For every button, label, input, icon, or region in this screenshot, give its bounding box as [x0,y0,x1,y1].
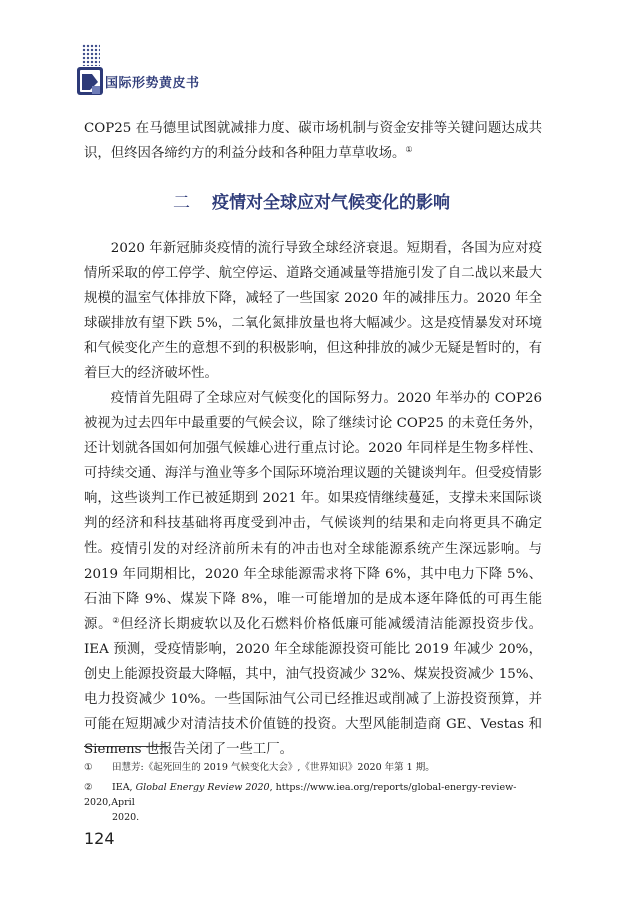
paragraph-1: 2020 年新冠肺炎疫情的流行导致全球经济衰退。短期看，各国为应对疫情所采取的停工停学、航空停运、道路交通减量等措施引发了自二战以来最大规模的温室气体排放下降，减轻了一些国家 2020 年的减排压力。2020 年全球碳排放有望下跌 5%，二氧化氮排放量也将大幅减少。这是疫情暴发对环境和气候变化产生的意想不到的积极影响，但这种排放的减少无疑是暂时的，有着巨大的经济破坏性。 [84,241,542,381]
dot-pattern-icon [82,44,100,66]
page-number: 124 [84,829,115,848]
intro-paragraph: COP25 在马德里试图就减排力度、碳市场机制与资金安排等关键问题达成共识，但终因各缔约方的利益分歧和各种阻力草草收场。① [84,121,542,161]
footnote-2: ② IEA, Global Energy Review 2020, https://www.iea.org/reports/global-energy-review-2020,April 2020. [84,782,517,823]
section-heading: 疫情对全球应对气候变化的影响 [212,193,450,213]
footnote-link[interactable]: , https://www.iea.org/reports/global-energy-review-2020,April [84,782,517,808]
paragraph-3: 疫情引发的对经济前所未有的冲击也对全球能源系统产生深远影响。与 2019 年同期相比，2020 年全球能源需求将下降 6%，其中电力下降 5%、石油下降 9%、煤炭下降 8%，唯一可能增加的是成本逐年降低的可再生能源。②但经济长期疲软以及化石燃料价格低廉可能减缓清洁能源投资步伐。IEA 预测，受疫情影响，2020 年全球能源投资可能比 2019 年减少 20%，创史上能源投资最大降幅，其中，油气投资减少 32%、煤炭投资减少 15%、电力投资减少 10%。一些国际油气公司已经推迟或削减了上游投资预算，并可能在短期减少对清洁技术价值链的投资。大型风能制造商 GE、Vestas 和 Siemens 也报告关闭了一些工厂。 [84,542,543,757]
series-title: 国际形势黄皮书 [105,76,200,91]
book-logo-icon [76,66,104,96]
footnote-1: ① 田慧芳:《起死回生的 2019 气候变化大会》,《世界知识》2020 年第 1 期。 [84,762,435,773]
section-number: 二 [173,193,190,213]
section-title [0,188,623,213]
footnote-ref-1[interactable]: ① [405,145,413,154]
paragraph-2: 疫情首先阻碍了全球应对气候变化的国际努力。2020 年举办的 COP26 被视为过去四年中最重要的气候会议，除了继续讨论 COP25 的未竟任务外，还计划就各国如何加强气候雄心进行重点讨论。2020 年同样是生物多样性、可持续交通、海洋与渔业等多个国际环境治理议题的关键谈判年。但受疫情影响，这些谈判工作已被延期到 2021 年。如果疫情继续蔓延，支撑未来国际谈判的经济和科技基础将再度受到冲击，气候谈判的结果和走向将更具不确定性。 [84,391,542,556]
footnote-ref-2[interactable]: ② [112,616,121,625]
footnote-divider [84,746,168,747]
